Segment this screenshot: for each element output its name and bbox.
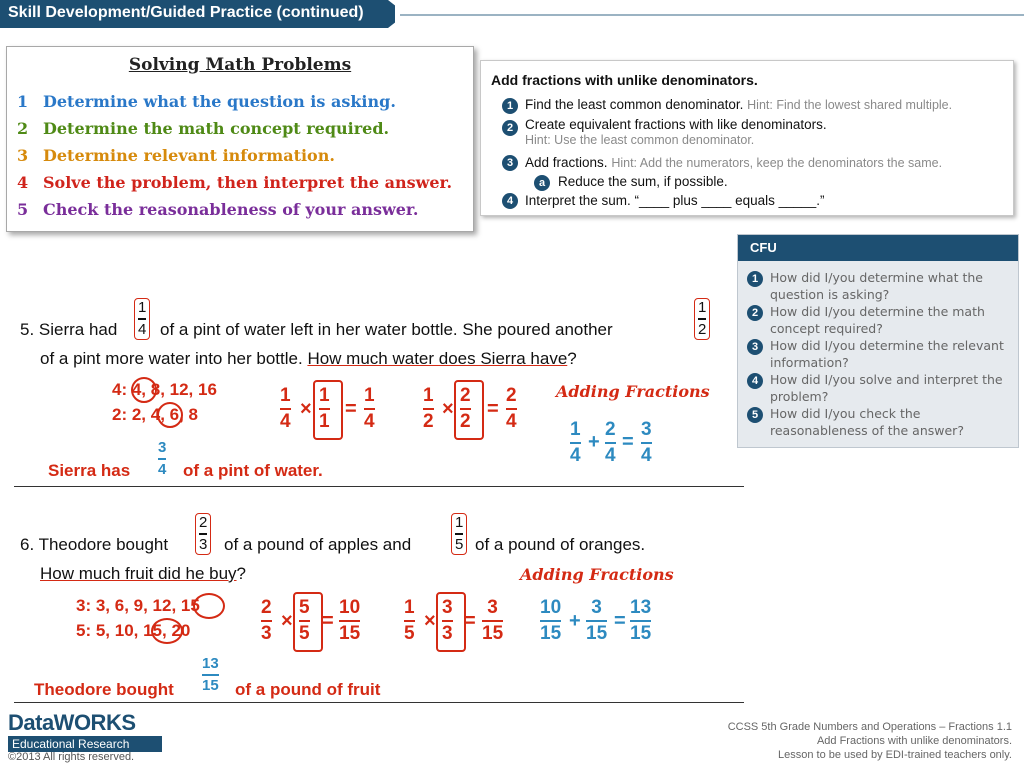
p6-eq1-result: 10 15 <box>339 597 361 644</box>
cfu-panel <box>737 234 1019 448</box>
p6-answer-b: of a pound of fruit <box>235 680 381 699</box>
cfu-title: CFU <box>750 240 777 255</box>
badge-1: 1 <box>502 98 518 114</box>
instruction-3: Add fractions. Hint: Add the numerators, keep the denominators the same. <box>525 155 943 170</box>
cfu-question-1: How did I/you determine what the question is asking? <box>770 270 983 302</box>
p5-circle-4a <box>131 377 157 403</box>
p6-sum-b: 3 15 <box>586 597 608 644</box>
p5-text-c: of a pint more water into her bottle. How much water does Sierra have? <box>40 349 577 368</box>
p6-answer-line <box>14 702 744 703</box>
cfu-question-3: How did I/you determine the relevant information? <box>770 338 1004 370</box>
step-2: 2 Determine the math concept required. <box>17 119 390 138</box>
cfu-badge-1: 1 <box>747 271 763 287</box>
p6-eq2-result: 3 15 <box>482 597 504 644</box>
p5-eq1-equals: = <box>345 398 357 420</box>
p5-eq2-a: 1 2 <box>423 385 434 432</box>
p5-answer-frac: 3 4 <box>158 439 167 478</box>
p6-text-c: of a pound of oranges. <box>475 535 646 554</box>
p5-answer-a: Sierra has <box>48 461 131 480</box>
p6-answer-frac: 13 15 <box>202 655 219 694</box>
header-divider <box>400 14 1024 16</box>
p6-sum-result: 13 15 <box>630 597 652 644</box>
copyright: ©2013 All rights reserved. <box>8 751 135 763</box>
p5-eq1-a: 1 4 <box>280 385 291 432</box>
cfu-badge-3: 3 <box>747 339 763 355</box>
instructions-title: Add fractions with unlike denominators. <box>491 72 758 88</box>
p5-eq2-times: × <box>442 398 454 420</box>
p5-eq2-result: 2 4 <box>506 385 517 432</box>
cfu-question-4: How did I/you solve and interpret the problem? <box>770 372 1003 404</box>
p6-eq2-equals: = <box>464 610 476 632</box>
cfu-question-2: How did I/you determine the math concept required? <box>770 304 985 336</box>
p5-frac-2: 1 2 <box>694 298 710 340</box>
p5-eq1-b: 1 1 <box>319 385 330 432</box>
p5-text-a: 5. Sierra had <box>20 320 118 339</box>
p5-sum-equals: = <box>622 431 634 453</box>
p5-multiples-4: 4: 4, 8, 12, 16 <box>112 380 217 399</box>
p6-text-a: 6. Theodore bought <box>20 535 169 554</box>
p6-sum-plus: + <box>569 610 581 632</box>
p6-eq1-times: × <box>281 610 293 632</box>
p5-text-b: of a pint of water left in her water bottle. She poured another <box>160 320 613 339</box>
p5-sum-b: 2 4 <box>605 419 616 466</box>
p5-circle-4b <box>157 402 183 428</box>
p6-eq1-equals: = <box>322 610 334 632</box>
instruction-a: Reduce the sum, if possible. <box>558 174 728 189</box>
p5-sum-a: 1 4 <box>570 419 581 466</box>
p6-frac-1: 2 3 <box>195 513 211 555</box>
instruction-1: Find the least common denominator. Hint: Find the lowest shared multiple. <box>525 97 953 112</box>
p6-frac-2: 1 5 <box>451 513 467 555</box>
p6-eq1-a: 2 3 <box>261 597 272 644</box>
logo-wordmark: DataWORKS <box>8 710 136 735</box>
p6-circle-15a <box>193 593 225 619</box>
p6-adding-label: Adding Fractions <box>520 565 674 584</box>
dataworks-logo <box>8 710 162 752</box>
cfu-question-5: How did I/you check the reasonableness of the answer? <box>770 406 964 438</box>
p5-eq1-result: 1 4 <box>364 385 375 432</box>
p5-multiples-2: 2: 2, 4, 6, 8 <box>112 405 198 424</box>
badge-2: 2 <box>502 120 518 136</box>
badge-3: 3 <box>502 155 518 171</box>
step-1: 1 Determine what the question is asking. <box>17 92 396 111</box>
p5-eq2-equals: = <box>487 398 499 420</box>
p6-eq2-times: × <box>424 610 436 632</box>
cfu-header <box>738 235 1018 261</box>
p6-question-line: How much fruit did he buy? <box>40 564 247 583</box>
cfu-badge-5: 5 <box>747 407 763 423</box>
p6-multiples-5: 5: 5, 10, 15, 20 <box>76 621 191 640</box>
p5-sum-plus: + <box>588 431 600 453</box>
badge-a: a <box>534 175 550 191</box>
steps-title: Solving Math Problems <box>128 55 352 75</box>
p5-adding-label: Adding Fractions <box>556 382 710 401</box>
p5-frac-1: 1 4 <box>134 298 150 340</box>
step-3: 3 Determine relevant information. <box>17 146 335 165</box>
instruction-4: Interpret the sum. “____ plus ____ equals _____.” <box>525 193 825 208</box>
page-title: Skill Development/Guided Practice (continued) <box>8 4 364 21</box>
p6-eq2-a: 1 5 <box>404 597 415 644</box>
p5-question: How much water does Sierra have <box>307 349 568 368</box>
p6-sum-a: 10 15 <box>540 597 562 644</box>
p5-eq2-b: 2 2 <box>460 385 471 432</box>
p5-sum-result: 3 4 <box>641 419 652 466</box>
cfu-badge-4: 4 <box>747 373 763 389</box>
ccss-standard: CCSS 5th Grade Numbers and Operations – Fractions 1.1 Add Fractions with unlike denominators. Lesson to be used by EDI-trained teachers only. <box>727 721 1012 761</box>
badge-4: 4 <box>502 193 518 209</box>
p6-circle-15b <box>151 618 183 644</box>
p5-answer-line <box>14 486 744 487</box>
p6-text-b: of a pound of apples and <box>224 535 412 554</box>
step-4: 4 Solve the problem, then interpret the answer. <box>17 173 453 192</box>
p6-eq1-b: 5 5 <box>299 597 310 644</box>
instructions-panel <box>480 60 1014 216</box>
solving-steps-panel <box>6 46 474 232</box>
p6-question: How much fruit did he buy <box>40 564 237 583</box>
instruction-2: Create equivalent fractions with like denominators. Hint: Use the least common denominator. <box>525 117 827 147</box>
p6-eq2-b: 3 3 <box>442 597 453 644</box>
p6-answer-a: Theodore bought <box>34 680 174 699</box>
p5-eq1-times: × <box>300 398 312 420</box>
step-5: 5 Check the reasonableness of your answer. <box>17 200 419 219</box>
p6-multiples-3: 3: 3, 6, 9, 12, 15 <box>76 596 200 615</box>
p6-sum-equals: = <box>614 610 626 632</box>
p5-answer-b: of a pint of water. <box>183 461 323 480</box>
cfu-badge-2: 2 <box>747 305 763 321</box>
logo-subtitle: Educational Research <box>8 736 162 752</box>
